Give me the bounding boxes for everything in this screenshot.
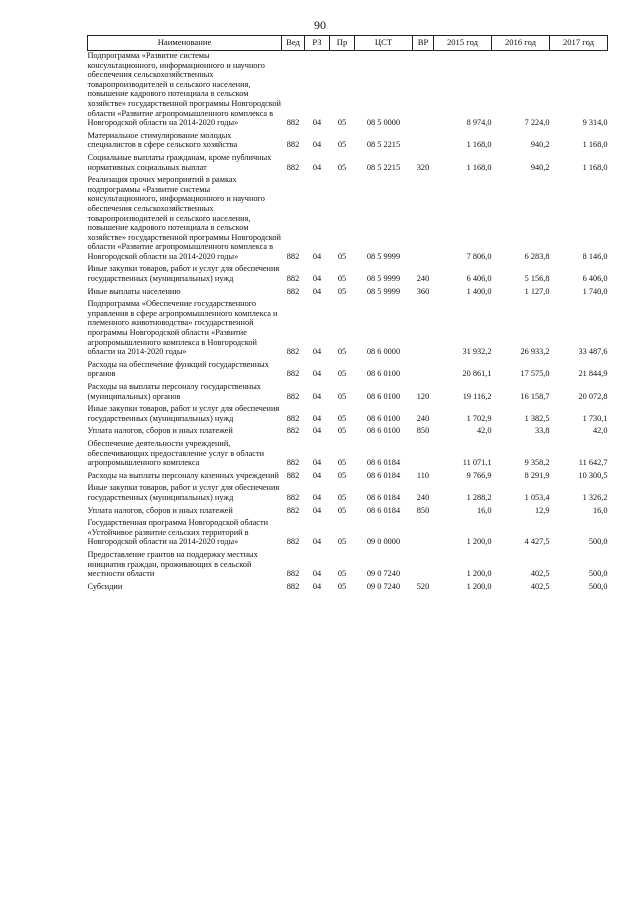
table-row [88,404,608,423]
row-2017: 500,0 [588,569,608,579]
row-rz: 04 [312,274,322,284]
row-name: Уплата налогов, сборов и иных платежей [87,505,233,515]
row-2017: 9 314,0 [582,118,608,128]
row-vr: 320 [416,162,430,172]
row-2016: 1 382,5 [524,413,550,423]
row-name: Субсидии [87,581,123,591]
row-vr [413,175,434,261]
row-cst: 08 6 0000 [366,347,401,357]
row-2015: 11 071,1 [462,458,492,468]
row-2015: 8 974,0 [466,118,492,128]
table-row [88,471,608,481]
row-2015: 9 766,9 [466,470,492,480]
row-vr: 240 [416,413,430,423]
row-2016: 5 156,8 [524,274,550,284]
row-cst: 08 5 9999 [366,274,401,284]
row-name: Иные закупки товаров, работ и услуг для обеспечения государственных (муниципальных) нужд [87,404,280,423]
table-row [88,153,608,172]
row-pr: 05 [337,537,347,547]
row-2017: 10 300,5 [578,470,608,480]
row-vr: 240 [416,492,430,502]
row-name: Иные закупки товаров, работ и услуг для обеспечения государственных (муниципальных) нужд [87,483,280,502]
row-ved: 882 [286,458,300,468]
row-rz: 04 [312,470,322,480]
row-vr: 120 [416,391,430,401]
row-cst: 09 0 0000 [366,537,401,547]
row-ved: 882 [286,569,300,579]
row-vr: 240 [416,274,430,284]
row-2016: 6 283,8 [524,251,550,261]
row-cst: 08 5 9999 [366,251,401,261]
row-vr: 850 [416,426,430,436]
row-2015: 31 932,2 [462,347,492,357]
row-2016: 16 158,7 [520,391,550,401]
row-2017: 1 168,0 [582,162,608,172]
row-cst: 08 5 9999 [366,286,401,296]
row-cst: 08 6 0184 [366,492,401,502]
table-row [88,518,608,547]
row-2015: 6 406,0 [466,274,492,284]
row-ved: 882 [286,537,300,547]
row-ved: 882 [286,505,300,515]
row-2015: 1 200,0 [466,581,492,591]
row-2017: 1 740,0 [582,286,608,296]
row-pr: 05 [337,369,347,379]
table-row [88,426,608,436]
row-2016: 402,5 [530,569,550,579]
header-vr: ВР [413,36,434,51]
table-row [88,287,608,297]
row-2017: 1 730,1 [582,413,608,423]
row-2015: 1 168,0 [466,162,492,172]
table-row [88,582,608,592]
row-2016: 1 053,4 [524,492,550,502]
row-spacer [88,591,608,594]
header-pr: Пр [330,36,355,51]
row-2016: 1 127,0 [524,286,550,296]
row-vr [413,51,434,128]
row-vr [413,518,434,547]
header-cst: ЦСТ [355,36,413,51]
row-vr: 110 [416,470,430,480]
row-spacer-cell [88,591,608,594]
row-2017: 20 072,8 [578,391,608,401]
row-ved: 882 [286,286,300,296]
row-vr: 360 [416,286,430,296]
row-pr: 05 [337,581,347,591]
row-rz: 04 [312,569,322,579]
row-ved: 882 [286,413,300,423]
row-pr: 05 [337,569,347,579]
row-2016: 940,2 [530,162,550,172]
row-pr: 05 [337,391,347,401]
row-2017: 11 642,7 [578,458,608,468]
row-name: Расходы на выплаты персоналу государственных (муниципальных) органов [87,382,261,401]
row-cst: 08 6 0184 [366,505,401,515]
row-rz: 04 [312,118,322,128]
row-name: Расходы на выплаты персоналу казенных учреждений [87,470,279,480]
row-pr: 05 [337,426,347,436]
table-row [88,51,608,128]
row-2016: 7 224,0 [524,118,550,128]
row-pr: 05 [337,118,347,128]
row-cst: 09 0 7240 [366,569,401,579]
row-pr: 05 [337,347,347,357]
row-pr: 05 [337,470,347,480]
header-rz: РЗ [305,36,330,51]
row-ved: 882 [286,581,300,591]
row-rz: 04 [312,492,322,502]
row-name: Социальные выплаты гражданам, кроме публичных нормативных социальных выплат [87,152,272,172]
row-2015: 20 861,1 [462,369,492,379]
row-name: Уплата налогов, сборов и иных платежей [87,426,233,436]
header-2017: 2017 год [550,36,608,51]
row-2016: 26 933,2 [520,347,550,357]
row-rz: 04 [312,505,322,515]
row-pr: 05 [337,251,347,261]
row-2017: 21 844,9 [578,369,608,379]
row-name: Расходы на обеспечение функций государственных органов [87,359,269,379]
row-cst: 08 6 0100 [366,426,401,436]
row-2017: 33 487,6 [578,347,608,357]
row-pr: 05 [337,505,347,515]
table-row [88,439,608,468]
table-row [88,483,608,502]
row-pr: 05 [337,286,347,296]
row-2016: 33,8 [534,426,550,436]
row-ved: 882 [286,492,300,502]
table-row [88,131,608,150]
row-2016: 402,5 [530,581,550,591]
row-vr [413,550,434,579]
row-rz: 04 [312,458,322,468]
header-2016: 2016 год [492,36,550,51]
row-2015: 1 288,2 [466,492,492,502]
row-vr: 850 [416,505,430,515]
row-cst: 08 6 0184 [366,458,401,468]
table-row [88,175,608,261]
row-ved: 882 [286,140,300,150]
header-2015: 2015 год [434,36,492,51]
row-2015: 1 702,9 [466,413,492,423]
row-name: Материальное стимулирование молодых специалистов в сфере сельского хозяйства [87,130,238,150]
row-cst: 08 6 0100 [366,391,401,401]
row-2017: 6 406,0 [582,274,608,284]
row-vr [413,360,434,379]
row-2017: 500,0 [588,581,608,591]
row-ved: 882 [286,391,300,401]
row-ved: 882 [286,162,300,172]
header-ved: Вед [282,36,305,51]
row-pr: 05 [337,140,347,150]
row-2016: 4 427,5 [524,537,550,547]
row-vr [413,299,434,357]
row-2016: 940,2 [530,140,550,150]
row-2015: 42,0 [476,426,492,436]
row-name: Обеспечение деятельности учреждений, обеспечивающих предоставление услуг в области агропромышленного комплекса [87,438,265,468]
row-cst: 08 6 0100 [366,413,401,423]
row-rz: 04 [312,537,322,547]
row-ved: 882 [286,118,300,128]
row-rz: 04 [312,162,322,172]
row-2017: 8 146,0 [582,251,608,261]
row-cst: 08 6 0100 [366,369,401,379]
row-2017: 1 326,2 [582,492,608,502]
row-2015: 19 116,2 [462,391,492,401]
row-rz: 04 [312,413,322,423]
row-rz: 04 [312,347,322,357]
row-name: Реализация прочих мероприятий в рамках подпрограммы «Развитие системы консультационного, информационного и научного обеспечения сельскохозяйственных товаропроизводителей и сельского населения, повышение кадрового потенциала в сельском хозяйстве» государственной программы Новгородской области «Развитие агропромышленного комплекса в Новгородской области на 2014-2020 годы» [87,175,281,261]
row-ved: 882 [286,426,300,436]
row-2016: 17 575,0 [520,369,550,379]
table-row [88,264,608,283]
row-cst: 08 5 2215 [366,140,401,150]
row-rz: 04 [312,286,322,296]
row-ved: 882 [286,369,300,379]
row-cst: 09 0 7240 [366,581,401,591]
table-header-row [88,36,608,51]
row-ved: 882 [286,470,300,480]
row-cst: 08 5 2215 [366,162,401,172]
row-rz: 04 [312,391,322,401]
row-2017: 500,0 [588,537,608,547]
row-pr: 05 [337,492,347,502]
row-name: Подпрограмма «Обеспечение государственного управления в сфере агропромышленного комплекса и племенного животноводства» государственной программы Новгородской области «Развитие агропромышленного комплекса в Новгородской области на 2014-2020 годы» [87,299,278,357]
table-row [88,550,608,579]
row-2015: 1 200,0 [466,537,492,547]
row-2016: 12,9 [534,505,550,515]
page-number: 90 [314,18,326,32]
row-2017: 42,0 [592,426,608,436]
row-vr: 520 [416,581,430,591]
table-row [88,506,608,516]
header-name: Наименование [88,36,282,51]
table-row [88,360,608,379]
row-2015: 1 400,0 [466,286,492,296]
row-cst: 08 5 0000 [366,118,401,128]
row-cst: 08 6 0184 [366,470,401,480]
row-pr: 05 [337,413,347,423]
row-2016: 9 358,2 [524,458,550,468]
row-pr: 05 [337,162,347,172]
row-rz: 04 [312,426,322,436]
table-row [88,382,608,401]
row-2017: 16,0 [592,505,608,515]
row-name: Иные выплаты населению [87,286,181,296]
row-ved: 882 [286,274,300,284]
row-name: Иные закупки товаров, работ и услуг для обеспечения государственных (муниципальных) нужд [87,264,280,284]
budget-table [87,35,608,594]
row-ved: 882 [286,251,300,261]
row-2015: 7 806,0 [466,251,492,261]
row-pr: 05 [337,274,347,284]
row-vr [413,439,434,468]
row-2016: 8 291,9 [524,470,550,480]
row-2015: 1 168,0 [466,140,492,150]
row-name: Предоставление грантов на поддержку местных инициатив граждан, проживающих в сельской местности области [87,549,258,579]
row-rz: 04 [312,369,322,379]
row-2015: 16,0 [476,505,492,515]
row-rz: 04 [312,581,322,591]
row-2015: 1 200,0 [466,569,492,579]
table-row [88,299,608,357]
row-rz: 04 [312,140,322,150]
row-name: Государственная программа Новгородской области «Устойчивое развитие сельских территорий в Новгородской области на 2014-2020 годы» [87,518,269,547]
row-vr [413,131,434,150]
row-ved: 882 [286,347,300,357]
row-rz: 04 [312,251,322,261]
row-name: Подпрограмма «Развитие системы консультационного, информационного и научного обеспечения сельскохозяйственных товаропроизводителей и сельского населения, повышение кадрового потенциала в сельском хозяйстве» государственной программы Новгородской области «Развитие агропромышленного комплекса в Новгородской области на 2014-2020 годы» [87,51,281,128]
row-pr: 05 [337,458,347,468]
row-2017: 1 168,0 [582,140,608,150]
